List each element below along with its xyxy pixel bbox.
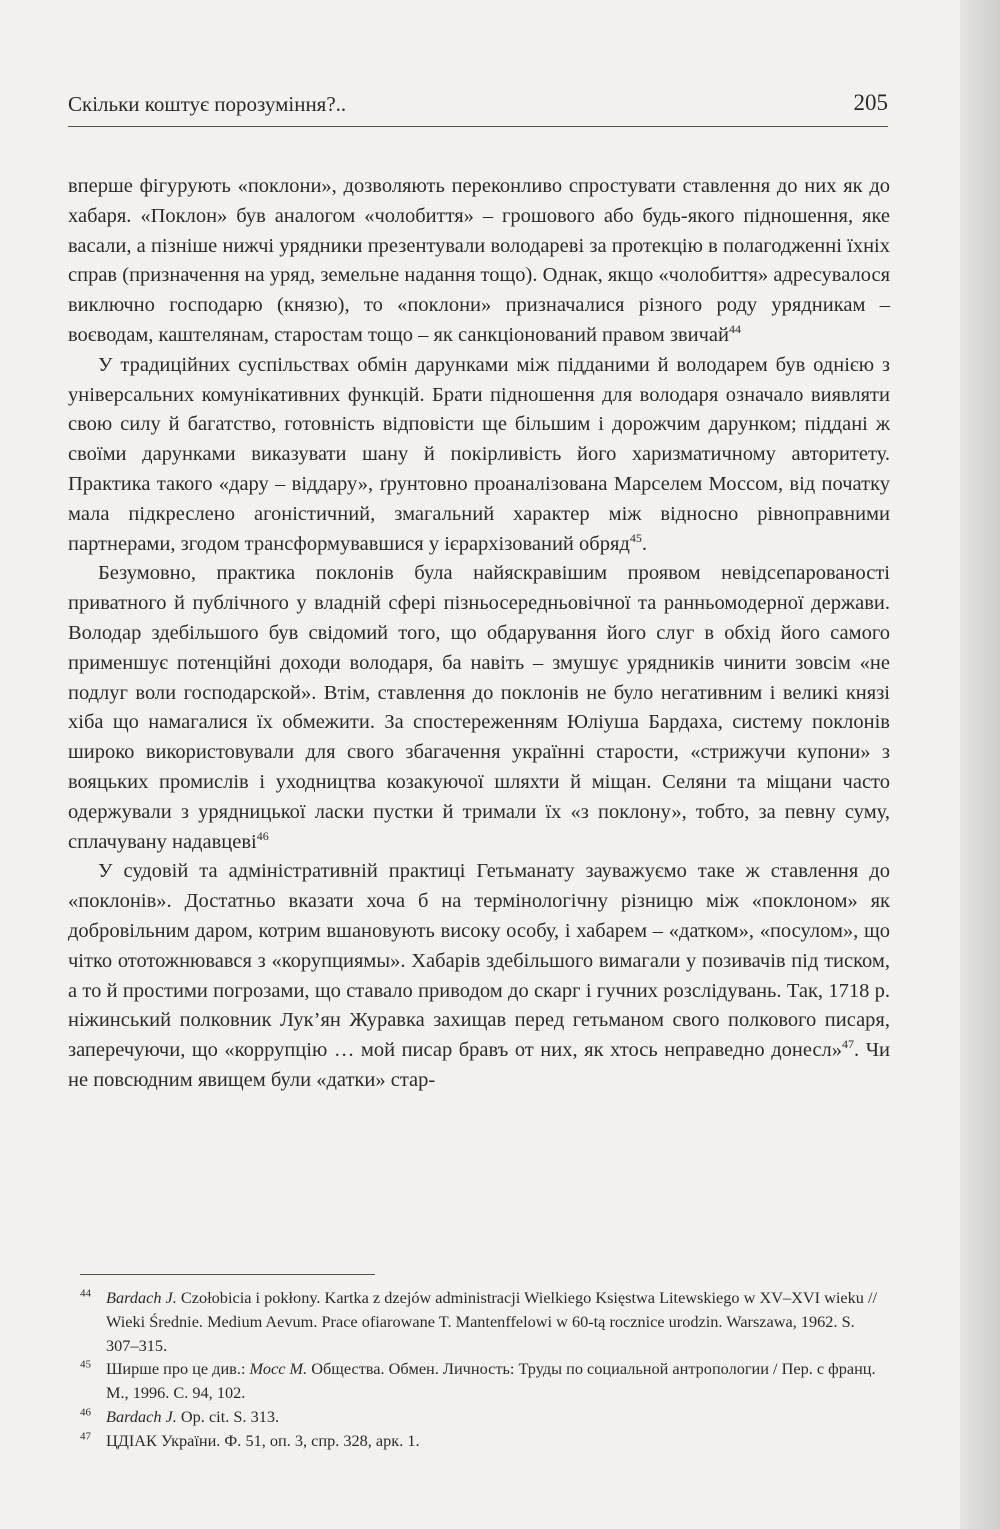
footnote-ref-47[interactable]: 47 (842, 1037, 855, 1052)
footnotes (80, 1286, 890, 1453)
footnote-ref-46[interactable]: 46 (256, 828, 269, 843)
page-edge-shadow (960, 0, 1000, 1529)
footnote-44 (80, 1286, 890, 1357)
paragraph-4 (68, 857, 890, 1095)
main-text (68, 172, 890, 1096)
paragraph-3 (68, 559, 890, 857)
paragraph-1 (68, 172, 890, 351)
paragraph-2: У традиційних суспільствах обмін дарунками між підданими й володарем був однією з універсальних комунікативних функцій. Брати підношення для володаря означало виявляти свою силу й багатство, готовність відповісти ще більшим і дорожчим дарунком; піддані ж своїми дарунками виказувати шану й покірливість його харизматичному авторитету. Практика такого «дару – віддару», ґрунтовно проаналізована Марселем Моссом, від початку мала підкреслено агоністичний, змагальний характер між відносно рівноправними партнерами, згодом трансформувавшися у ієрархізований обряд$^{45}$. (68, 353, 890, 555)
footnote-text: ЦДІАК України. Ф. 51, оп. 3, спр. 328, арк. 1. (106, 1430, 420, 1450)
footnote-46 (80, 1405, 890, 1429)
running-title: Скільки коштує порозуміння?.. (68, 92, 347, 116)
footnote-number: 47 (80, 1430, 91, 1443)
running-header (68, 88, 888, 127)
footnote-divider (80, 1274, 375, 1275)
footnote-author: Bardach J. (106, 1406, 177, 1426)
paragraph-text: У традиційних суспільствах обмін дарунками між підданими й володарем був однією з універсальних комунікативних функцій. Брати підношення для володаря означало виявляти свою силу й багатство, готовність відповісти ще більшим і дорожчим дарунком; піддані ж своїми дарунками виказувати шану й покірливість його харизматичному авторитету. Практика такого «дару – віддару», ґрунтовно проаналізована Марселем Моссом, від початку мала підкреслено агоністичний, змагальний характер між відносно рівноправними партнерами, згодом трансформувавшися у ієрархізований обряд (68, 353, 890, 555)
paragraph-text: Безумовно, практика поклонів була найяскравішим проявом невідсепарованості приватного й публічного у владній сфері пізньосередньовічної та ранньомодерної держави. Володар здебільшого був свідомий того, що обдарування його слуг в обхід його самого применшує потенційні доходи володаря, ба навіть – змушує урядників чинити зовсім «не подлуг воли господарской». Втім, ставлення до поклонів не було негативним і великі князі хіба що намагалися їх обмежити. За спостереженням Юліуша Бардаха, систему поклонів широко використовували для свого збагачення українні старости, «стрижучи купони» з вояцьких промислів і уходництва козакуючої шляхти й міщан. Селяни та міщани часто одержували з урядницької ласки пустки й тримали їх «з поклону», тобто, за певну суму, сплачувану надавцеві (68, 562, 890, 853)
footnote-47 (80, 1429, 890, 1453)
footnote-45 (80, 1357, 890, 1405)
footnote-number: 46 (80, 1406, 91, 1419)
footnote-text: Bardach J. Czołobicia i pokłony. Kartka z dzejów administracji Wielkiego Księstwa Litewskiego w XV–XVI wieku // Wieki Średnie. Medium Aevum. Prace ofiarowane T. Mantenffelowi w 60-tą rocznice urodzin. Warszawa, 1962. S. 307–315. (106, 1288, 878, 1355)
footnote-author: Bardach J. (106, 1288, 177, 1307)
footnote-number: 44 (80, 1287, 91, 1300)
paragraph-text: . Чи не повсюдним явищем були «датки» стар- (68, 1039, 890, 1091)
footnote-ref-45[interactable]: 45 (629, 530, 642, 545)
page-number: 205 (853, 90, 888, 115)
paragraph-text: У судовій та адміністративній практиці Гетьманату зауважуємо таке ж ставлення до «поклонів». Достатньо вказати хоча б на термінологічну різницю між «поклоном» як добровільним даром, котрим вшановують високу особу, і хабарем – «датком», «посулом», що чітко ототожнювався з «корупциямы». Хабарів здебільшого вимагали у позивачів під тиском, а то й простими погрозами, що ставало приводом до скарг і гучних розслідувань. Так, 1718 р. ніжинський полковник Лук’ян Журавка захищав перед гетьманом свого полкового писаря, заперечуючи, що «коррупцію … мой писар бравъ от них, як хтось неправедно донесл» (68, 860, 890, 1062)
footnote-number: 45 (80, 1358, 91, 1371)
footnote-text: Ширше про це див.: Мосс М. Общества. Обмен. Личность: Труды по социальной антропологии / Пер. с франц. М., 1996. С. 94, 102. (106, 1359, 876, 1403)
footnote-author: Мосс М. (249, 1359, 308, 1379)
paragraph-text: вперше фігурують «поклони», дозволяють переконливо спростувати ставлення до них як до хабаря. «Поклон» був аналогом «чолобиття» – грошового або будь-якого підношення, яке васали, а пізніше нижчі урядники презентували володареві за протекцію в полагодженні їхніх справ (призначення на уряд, земельне надання тощо). Однак, якщо «чолобиття» адресувалося виключно господарю (князю), то «поклони» призначалися різного роду урядникам – воєводам, каштелянам, старостам тощо – як санкціонований правом звичай (68, 175, 890, 346)
footnote-ref-44[interactable]: 44 (729, 322, 741, 337)
footnote-text: Bardach J. Op. cit. S. 313. (106, 1406, 280, 1426)
